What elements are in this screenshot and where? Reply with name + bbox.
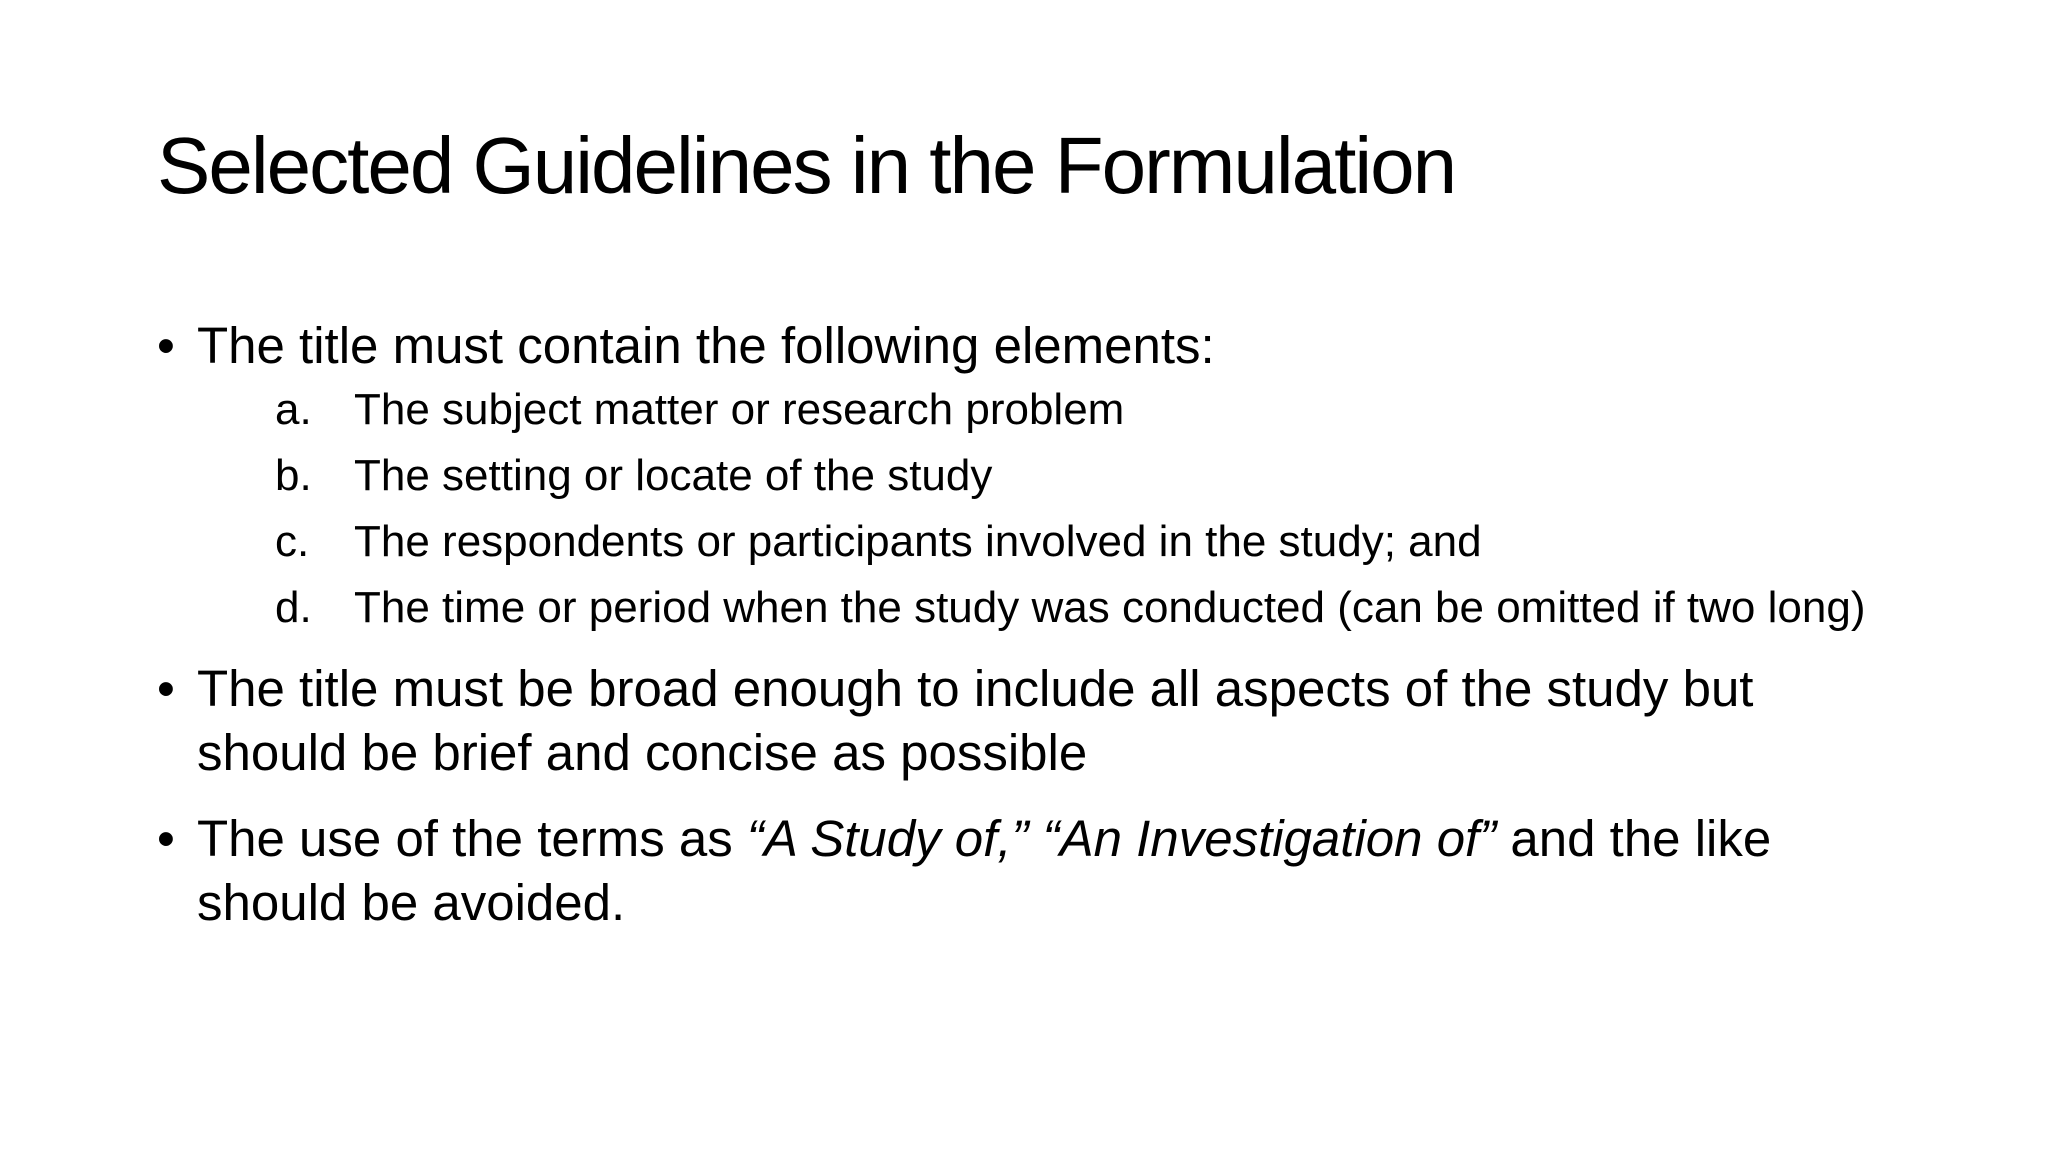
bullet-text: The title must contain the following elements: (197, 317, 1215, 374)
sub-item-text: The setting or locate of the study (354, 451, 993, 500)
bullet-item (157, 314, 1917, 635)
sub-item-marker: a. (275, 385, 312, 434)
bullet-item (157, 657, 1917, 785)
bullet-icon: • (157, 810, 175, 867)
slide-body (157, 314, 1917, 935)
sub-item (197, 382, 1917, 437)
bullet-item (157, 807, 1917, 935)
sub-item-text: The respondents or participants involved in the study; and (354, 517, 1482, 566)
sub-item-marker: b. (275, 451, 312, 500)
sub-item (197, 514, 1917, 569)
sub-item (197, 580, 1917, 635)
bullet-text-italic: “A Study of,” “An Investigation of” (746, 810, 1497, 867)
sub-item-marker: d. (275, 583, 312, 632)
bullet-icon: • (157, 317, 175, 374)
sub-item-text: The time or period when the study was conducted (can be omitted if two long) (354, 583, 1866, 632)
bullet-text: The title must be broad enough to include all aspects of the study but should be brief and concise as possible (197, 660, 1754, 781)
sub-item (197, 448, 1917, 503)
bullet-text-end: and the like should be avoided. (197, 810, 1772, 931)
sub-list (197, 382, 1917, 635)
bullet-icon: • (157, 660, 175, 717)
slide-title: Selected Guidelines in the Formulation (157, 121, 1456, 210)
sub-item-marker: c. (275, 517, 310, 566)
bullet-text-start: The use of the terms as (197, 810, 747, 867)
sub-item-text: The subject matter or research problem (354, 385, 1125, 434)
